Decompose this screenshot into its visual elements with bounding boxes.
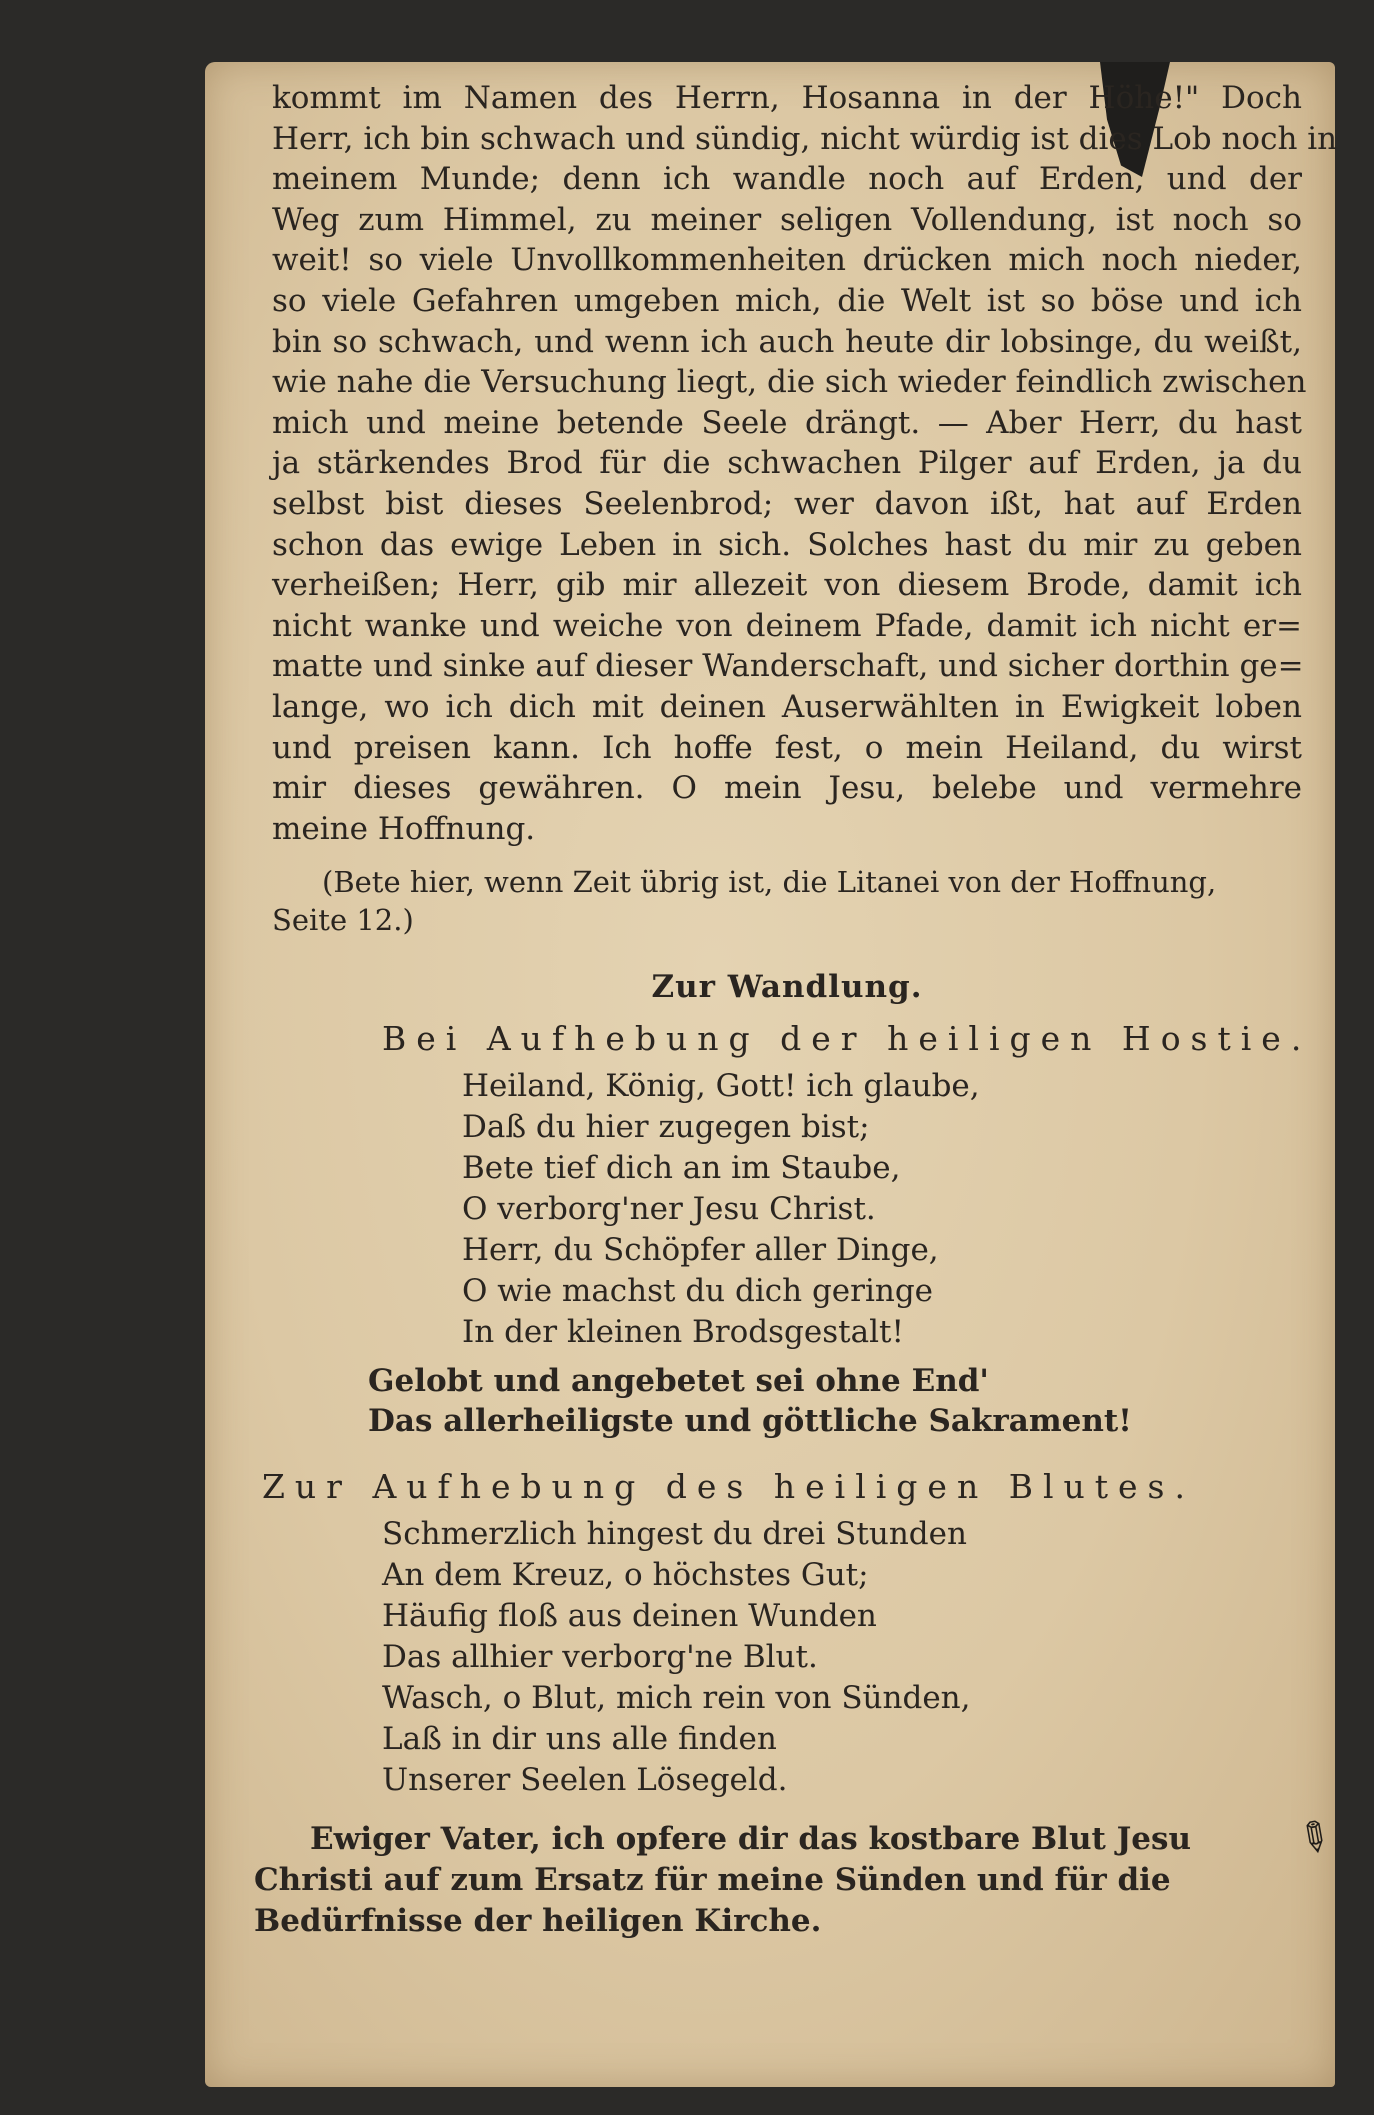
paragraph-line: so viele Gefahren umgeben mich, die Welt ist so böse und ich [272, 282, 1302, 319]
verse-line: Wasch, o Blut, mich rein von Sünden, [382, 1680, 971, 1717]
paragraph-line: mir dieses gewähren. O mein Jesu, belebe und vermehre [272, 770, 1302, 807]
closing-line: Christi auf zum Ersatz für meine Sünden und für die [254, 1862, 1171, 1899]
paragraph-line: bin so schwach, und wenn ich auch heute dir lobsinge, du weißt, [272, 323, 1302, 360]
paragraph-line: wie nahe die Versuchung liegt, die sich wieder feindlich zwischen [272, 364, 1307, 401]
paragraph-line: nicht wanke und weiche von deinem Pfade, damit ich nicht er= [272, 607, 1302, 644]
verse-line: In der kleinen Brodsgestalt! [462, 1314, 904, 1351]
host-heading: Bei Aufhebung der heiligen Hostie. [382, 1019, 1312, 1059]
section-title: Zur Wandlung. [651, 969, 923, 1006]
paragraph-line: schon das ewige Leben in sich. Solches hast du mir zu geben [272, 526, 1302, 563]
verse-line: An dem Kreuz, o höchstes Gut; [382, 1557, 869, 1594]
paragraph-line: matte und sinke auf dieser Wanderschaft, und sicher dorthin ge= [272, 648, 1304, 685]
note-line: Seite 12.) [272, 903, 414, 938]
prayer-paragraph [272, 78, 1338, 849]
verse-line: Bete tief dich an im Staube, [462, 1150, 901, 1187]
blood-verse [382, 1514, 1302, 1801]
verse-line: Herr, du Schöpfer aller Dinge, [462, 1232, 939, 1269]
litany-note [272, 863, 1302, 939]
host-response [368, 1361, 1302, 1441]
verse-line: Heiland, König, Gott! ich glaube, [462, 1068, 980, 1105]
paragraph-line: lange, wo ich dich mit deinen Auserwählten in Ewigkeit loben [272, 688, 1302, 725]
verse-line: Laß in dir uns alle finden [382, 1721, 777, 1758]
verse-line: Das allhier verborg'ne Blut. [382, 1639, 818, 1676]
paragraph-line: Herr, ich bin schwach und sündig, nicht würdig ist dies Lob noch in [272, 120, 1338, 157]
paragraph-line: weit! so viele Unvollkommenheiten drücken mich noch nieder, [272, 242, 1302, 279]
verse-line: O wie machst du dich geringe [462, 1273, 934, 1310]
paragraph-line: mich und meine betende Seele drängt. — Aber Herr, du hast [272, 404, 1302, 441]
host-verse [462, 1066, 1302, 1353]
response-line: Gelobt und angebetet sei ohne End' [368, 1363, 989, 1400]
verse-line: Unserer Seelen Lösegeld. [382, 1762, 788, 1799]
paragraph-line: verheißen; Herr, gib mir allezeit von diesem Brode, damit ich [272, 567, 1302, 604]
pencil-mark-icon: ✎ [1286, 1809, 1341, 1867]
paragraph-line: meinem Munde; denn ich wandle noch auf Erden, und der [272, 161, 1302, 198]
blood-heading: Zur Aufhebung des heiligen Blutes. [262, 1467, 1195, 1507]
paragraph-line: und preisen kann. Ich hoffe fest, o mein Heiland, du wirst [272, 729, 1302, 766]
closing-line: Ewiger Vater, ich opfere dir das kostbare Blut Jesu [310, 1821, 1191, 1858]
verse-line: Häufig floß aus deinen Wunden [382, 1598, 877, 1635]
verse-line: O verborg'ner Jesu Christ. [462, 1191, 876, 1228]
response-line: Das allerheiligste und göttliche Sakrament! [368, 1403, 1132, 1440]
paragraph-line: kommt im Namen des Herrn, Hosanna in der Höhe!" Doch [272, 80, 1302, 116]
page-content [254, 78, 1338, 1942]
paragraph-line: Weg zum Himmel, zu meiner seligen Vollendung, ist noch so [272, 201, 1302, 238]
verse-line: Schmerzlich hingest du drei Stunden [382, 1516, 967, 1553]
closing-line: Bedürfnisse der heiligen Kirche. [254, 1903, 822, 1940]
closing-prayer [254, 1819, 1302, 1942]
note-line: (Bete hier, wenn Zeit übrig ist, die Litanei von der Hoffnung, [322, 865, 1217, 900]
paragraph-line: ja stärkendes Brod für die schwachen Pilger auf Erden, ja du [272, 445, 1302, 482]
verse-line: Daß du hier zugegen bist; [462, 1109, 870, 1146]
paragraph-line: selbst bist dieses Seelenbrod; wer davon ißt, hat auf Erden [272, 485, 1302, 522]
paragraph-last-line: meine Hoffnung. [272, 810, 536, 847]
